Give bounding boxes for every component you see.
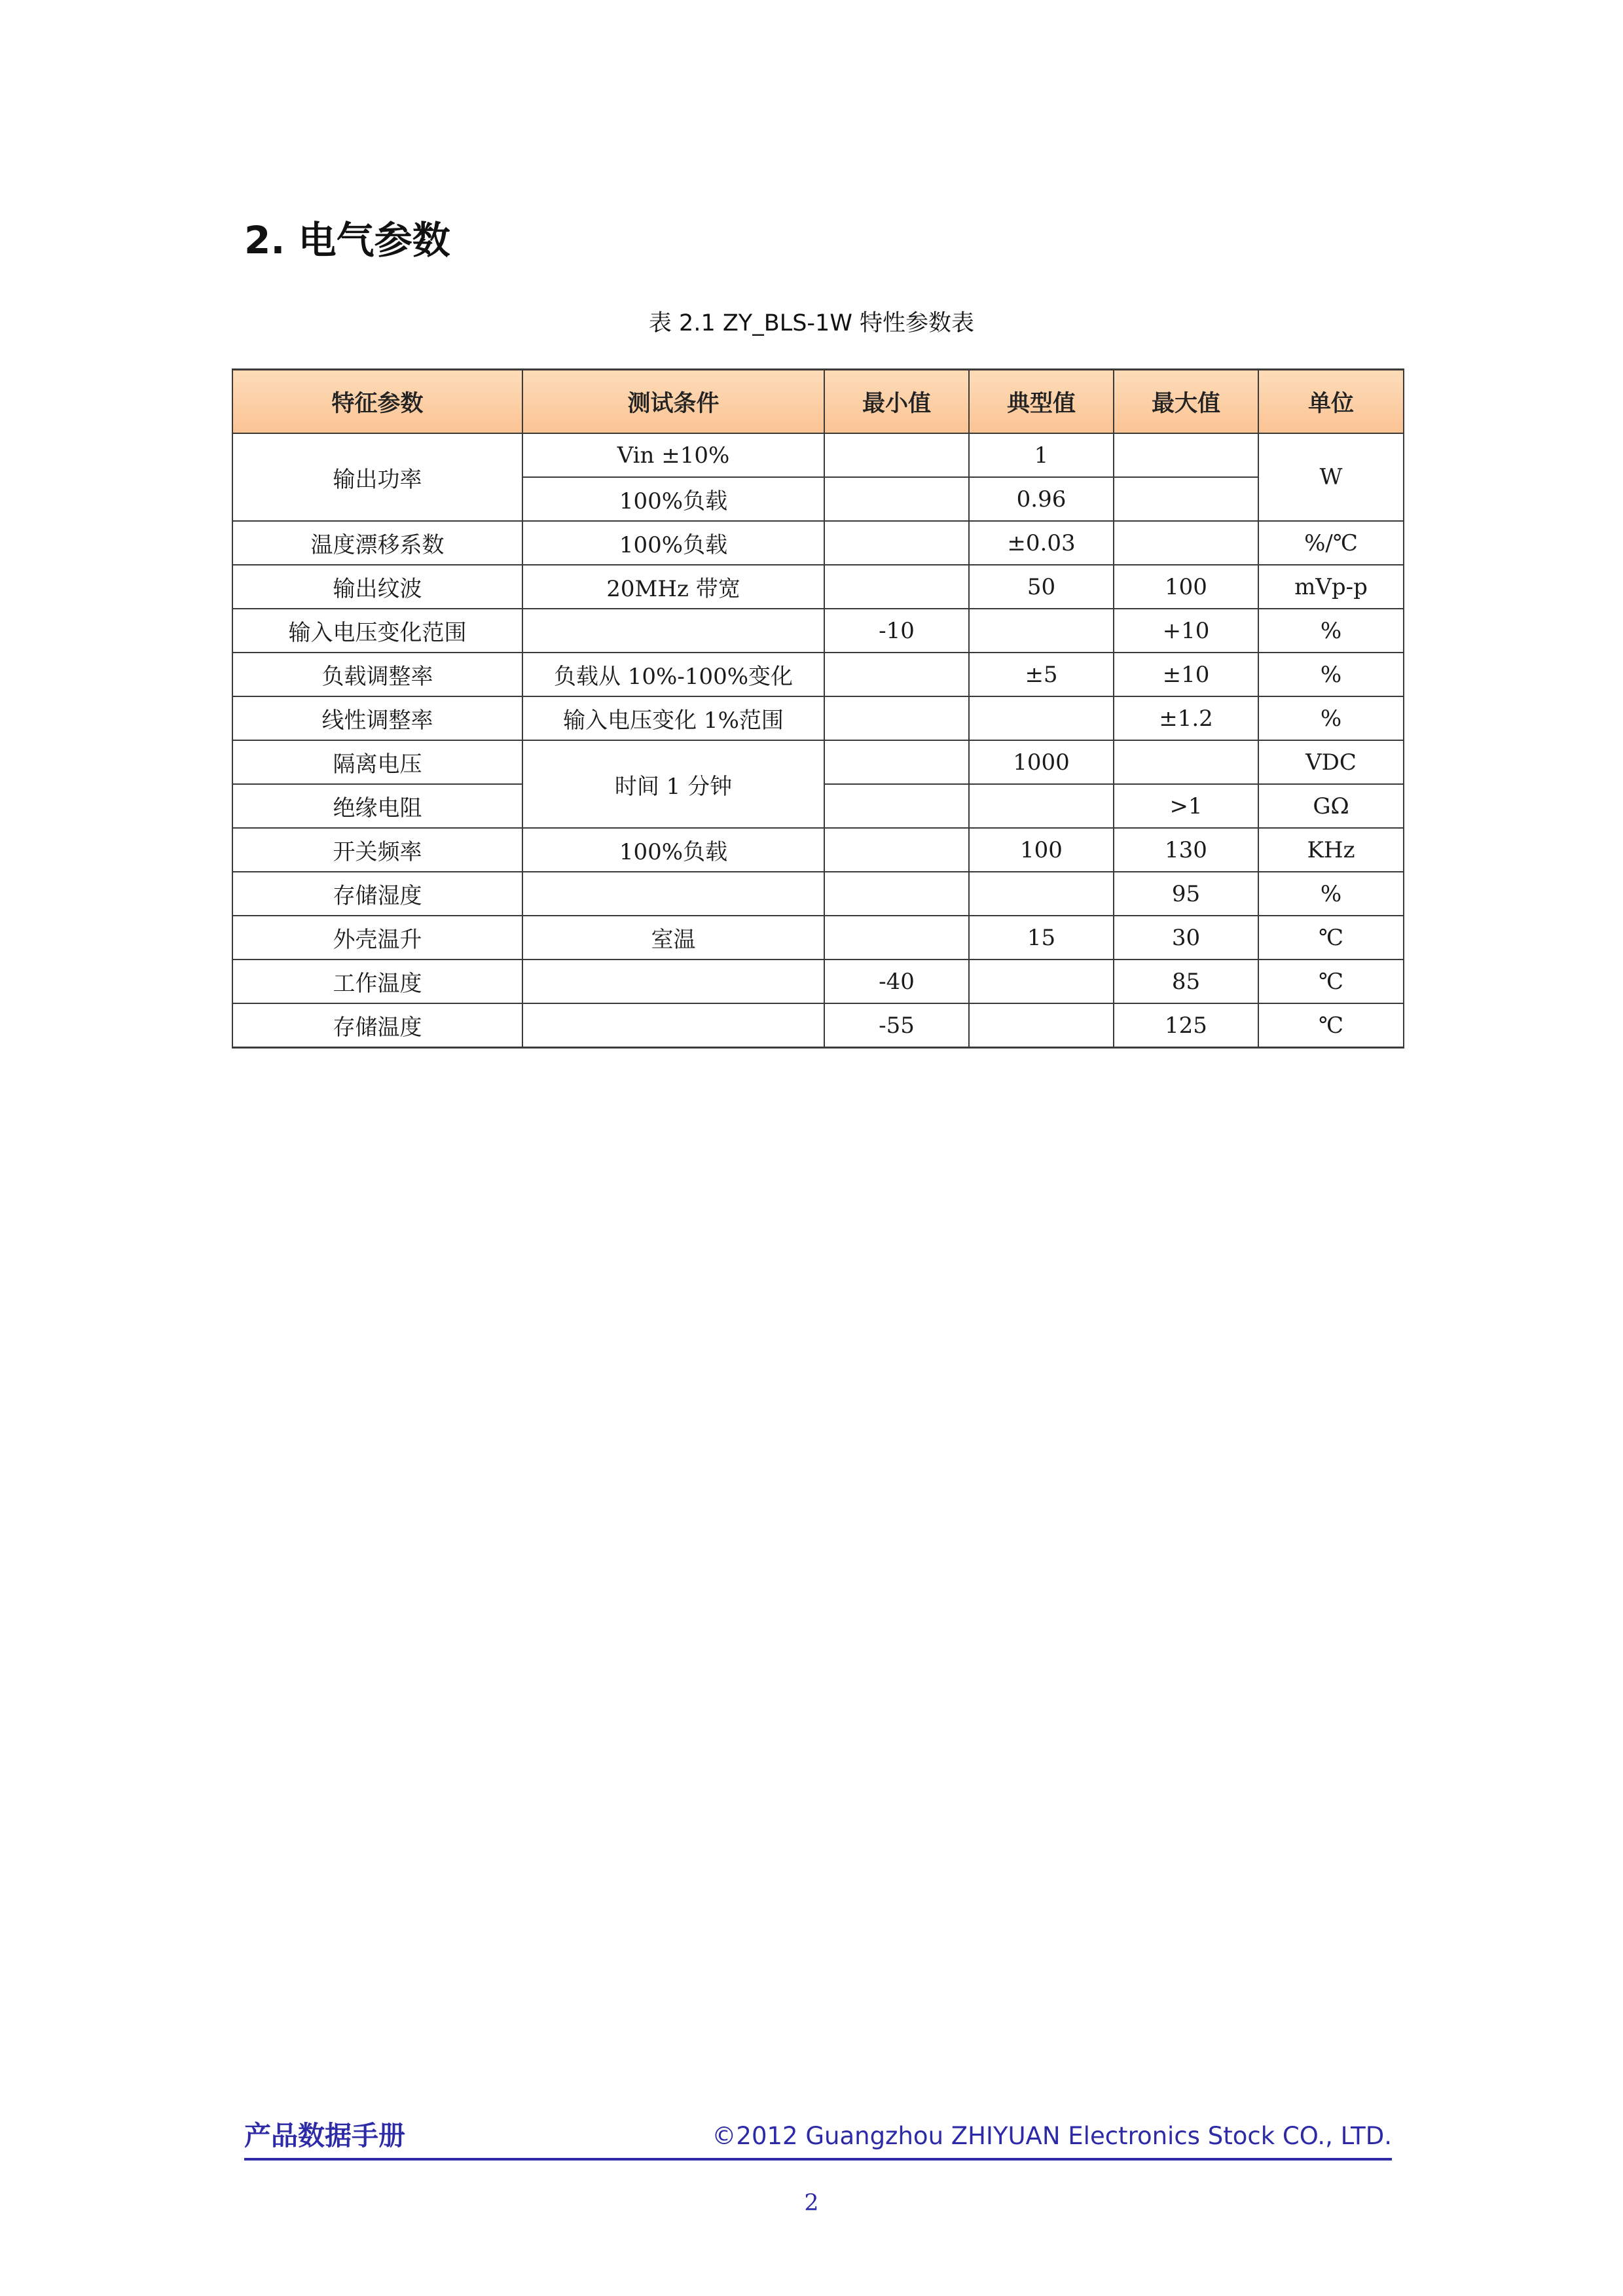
- cell-min: [824, 521, 969, 565]
- cell-min: [824, 872, 969, 916]
- cell-param: 开关频率: [232, 828, 522, 872]
- cell-condition: [522, 609, 824, 653]
- cell-typ: 15: [969, 916, 1114, 960]
- cell-max: 125: [1114, 1003, 1258, 1048]
- table-row: [232, 960, 1404, 1003]
- cell-typ: 100: [969, 828, 1114, 872]
- cell-typ: [969, 609, 1114, 653]
- cell-condition: 室温: [522, 916, 824, 960]
- spec-table: [232, 368, 1404, 1049]
- cell-typ: 1: [969, 433, 1114, 477]
- table-row: [232, 740, 1404, 784]
- header-max: 最大值: [1114, 370, 1258, 434]
- page-number: 2: [804, 2190, 819, 2216]
- cell-param: 负载调整率: [232, 653, 522, 696]
- cell-min: [824, 784, 969, 828]
- cell-condition: 100%负载: [522, 521, 824, 565]
- cell-max: [1114, 433, 1258, 477]
- cell-condition: 100%负载: [522, 477, 824, 521]
- cell-unit: GΩ: [1258, 784, 1404, 828]
- cell-min: [824, 740, 969, 784]
- cell-max: ±1.2: [1114, 696, 1258, 740]
- cell-param: 输入电压变化范围: [232, 609, 522, 653]
- cell-unit: %: [1258, 696, 1404, 740]
- cell-min: [824, 565, 969, 609]
- cell-max: ±10: [1114, 653, 1258, 696]
- cell-min: [824, 653, 969, 696]
- cell-param: 温度漂移系数: [232, 521, 522, 565]
- table-row: [232, 916, 1404, 960]
- cell-typ: 1000: [969, 740, 1114, 784]
- footer-manual-title: 产品数据手册: [244, 2120, 405, 2151]
- cell-param: 工作温度: [232, 960, 522, 1003]
- table-row: [232, 653, 1404, 696]
- cell-max: 95: [1114, 872, 1258, 916]
- cell-min: [824, 696, 969, 740]
- section-title: 2. 电气参数: [244, 218, 450, 262]
- cell-typ: 50: [969, 565, 1114, 609]
- cell-typ: 0.96: [969, 477, 1114, 521]
- cell-param: 存储湿度: [232, 872, 522, 916]
- cell-param: 绝缘电阻: [232, 784, 522, 828]
- table-row: [232, 565, 1404, 609]
- cell-unit: mVp-p: [1258, 565, 1404, 609]
- header-unit: 单位: [1258, 370, 1404, 434]
- cell-param: 外壳温升: [232, 916, 522, 960]
- cell-typ: [969, 960, 1114, 1003]
- header-min: 最小值: [824, 370, 969, 434]
- cell-unit: W: [1258, 433, 1404, 521]
- table-row: [232, 609, 1404, 653]
- cell-param: 存储温度: [232, 1003, 522, 1048]
- cell-min: [824, 916, 969, 960]
- cell-param: 输出功率: [232, 433, 522, 521]
- header-param: 特征参数: [232, 370, 522, 434]
- cell-min: [824, 477, 969, 521]
- cell-condition: 100%负载: [522, 828, 824, 872]
- cell-unit: ℃: [1258, 916, 1404, 960]
- cell-min: -40: [824, 960, 969, 1003]
- cell-max: 130: [1114, 828, 1258, 872]
- cell-unit: KHz: [1258, 828, 1404, 872]
- table-row: [232, 1003, 1404, 1048]
- table-row: [232, 696, 1404, 740]
- cell-typ: [969, 1003, 1114, 1048]
- table-row: [232, 828, 1404, 872]
- cell-param: 输出纹波: [232, 565, 522, 609]
- cell-unit: ℃: [1258, 960, 1404, 1003]
- cell-condition: [522, 1003, 824, 1048]
- footer-divider: [244, 2158, 1392, 2161]
- cell-condition: 负载从 10%-100%变化: [522, 653, 824, 696]
- header-condition: 测试条件: [522, 370, 824, 434]
- table-caption: 表 2.1 ZY_BLS-1W 特性参数表: [648, 310, 975, 336]
- cell-typ: ±0.03: [969, 521, 1114, 565]
- footer-copyright: ©2012 Guangzhou ZHIYUAN Electronics Stock CO., LTD.: [712, 2122, 1392, 2150]
- cell-param: 线性调整率: [232, 696, 522, 740]
- cell-min: [824, 433, 969, 477]
- cell-max: [1114, 477, 1258, 521]
- cell-condition: 时间 1 分钟: [522, 740, 824, 828]
- cell-unit: %/℃: [1258, 521, 1404, 565]
- cell-condition: 输入电压变化 1%范围: [522, 696, 824, 740]
- cell-unit: %: [1258, 872, 1404, 916]
- cell-condition: Vin ±10%: [522, 433, 824, 477]
- cell-typ: [969, 872, 1114, 916]
- cell-unit: %: [1258, 609, 1404, 653]
- cell-typ: [969, 696, 1114, 740]
- table-row: [232, 433, 1404, 477]
- cell-max: 85: [1114, 960, 1258, 1003]
- cell-typ: ±5: [969, 653, 1114, 696]
- cell-condition: [522, 960, 824, 1003]
- cell-max: >1: [1114, 784, 1258, 828]
- cell-unit: %: [1258, 653, 1404, 696]
- cell-unit: ℃: [1258, 1003, 1404, 1048]
- cell-max: [1114, 740, 1258, 784]
- cell-max: 30: [1114, 916, 1258, 960]
- cell-min: -55: [824, 1003, 969, 1048]
- cell-condition: 20MHz 带宽: [522, 565, 824, 609]
- cell-condition: [522, 872, 824, 916]
- cell-max: [1114, 521, 1258, 565]
- table-row: [232, 872, 1404, 916]
- cell-typ: [969, 784, 1114, 828]
- cell-unit: VDC: [1258, 740, 1404, 784]
- table-header-row: [232, 370, 1404, 434]
- cell-max: 100: [1114, 565, 1258, 609]
- cell-param: 隔离电压: [232, 740, 522, 784]
- table-row: [232, 521, 1404, 565]
- header-typ: 典型值: [969, 370, 1114, 434]
- cell-max: +10: [1114, 609, 1258, 653]
- cell-min: -10: [824, 609, 969, 653]
- cell-min: [824, 828, 969, 872]
